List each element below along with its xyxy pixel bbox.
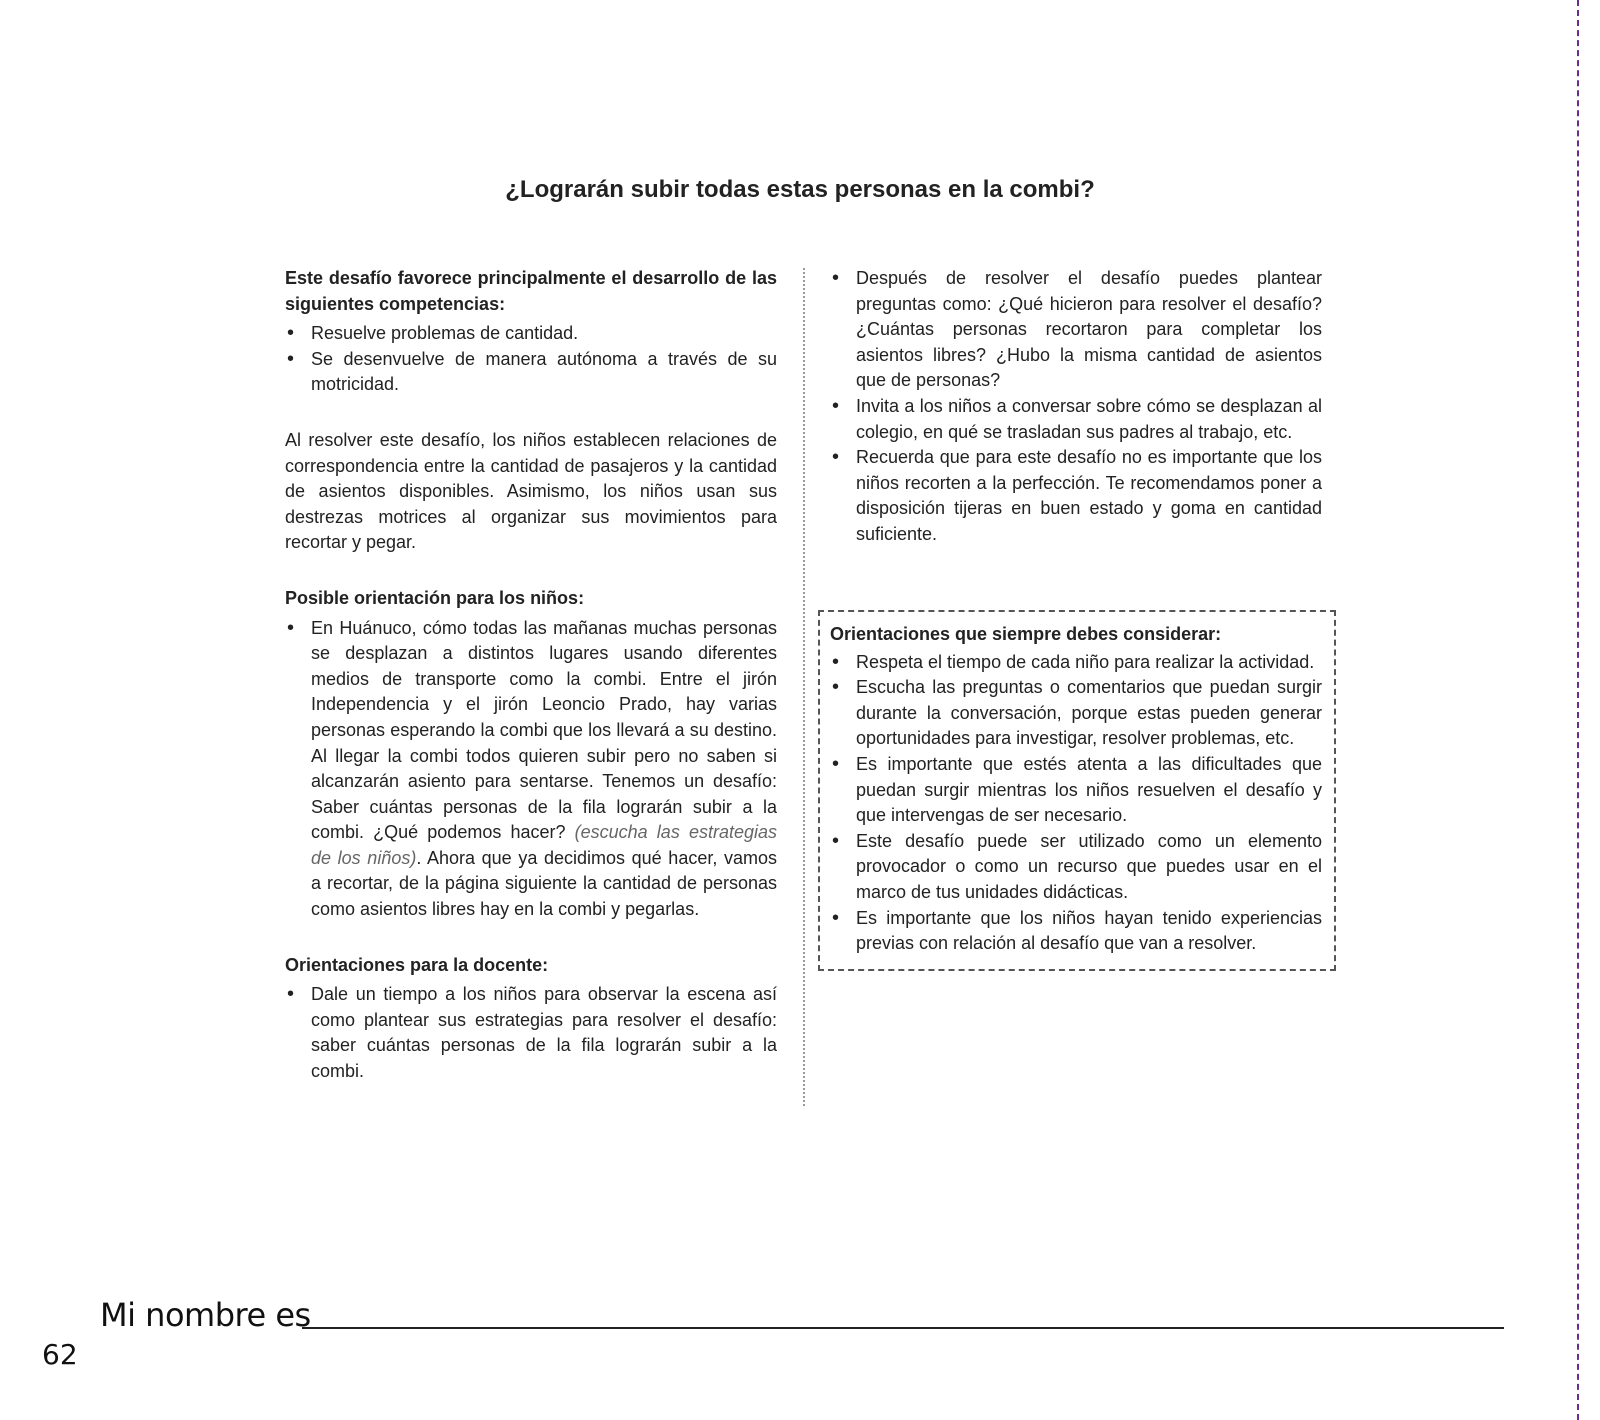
orientation-list bbox=[285, 616, 777, 923]
list-item: • Dale un tiempo a los niños para observar la escena así como plantear sus estrategias para resolver el desafío: saber cuántas personas de la fila lograrán subir a la combi. bbox=[285, 982, 777, 1084]
list-item: • Invita a los niños a conversar sobre cómo se desplazan al colegio, en qué se trasladan sus padres al trabajo, etc. bbox=[830, 394, 1322, 445]
teacher-list bbox=[285, 982, 777, 1084]
column-divider bbox=[803, 268, 805, 1106]
follow-up-list bbox=[830, 266, 1322, 548]
orientation-text: En Huánuco, cómo todas las mañanas muchas personas se desplazan a distintos lugares usando diferentes medios de transporte como la combi. Entre el jirón Independencia y el jirón Leoncio Prado, hay varias personas esperando la combi que los llevará a su destino. Al llegar la combi todos quieren subir pero no saben si alcanzarán asiento para sentarse. Tenemos un desafío: Saber cuántas personas de la fila lograrán subir a la combi. ¿Qué podemos hacer? bbox=[311, 617, 777, 843]
tips-list bbox=[830, 650, 1322, 957]
list-item: • Es importante que los niños hayan tenido experiencias previas con relación al desafío que van a resolver. bbox=[830, 906, 1322, 957]
competencies-list bbox=[285, 321, 777, 398]
tips-heading: Orientaciones que siempre debes considerar: bbox=[830, 624, 1222, 644]
page-title: ¿Lograrán subir todas estas personas en la combi? bbox=[505, 176, 1095, 203]
list-item: • Es importante que estés atenta a las dificultades que puedan surgir mientras los niños resuelven el desafío y que intervengas de ser necesario. bbox=[830, 752, 1322, 829]
competencies-heading: Este desafío favorece principalmente el desarrollo de las siguientes competencias: bbox=[285, 268, 777, 314]
list-item: • Respeta el tiempo de cada niño para realizar la actividad. bbox=[830, 650, 1322, 676]
name-write-line[interactable] bbox=[302, 1327, 1504, 1329]
page-number: 62 bbox=[42, 1338, 78, 1371]
list-item: • Este desafío puede ser utilizado como un elemento provocador o como un recurso que puedes usar en el marco de tus unidades didácticas. bbox=[830, 829, 1322, 906]
list-item bbox=[285, 616, 777, 923]
right-column bbox=[830, 266, 1322, 548]
orientation-text-continued: . Ahora que ya decidimos qué hacer, vamos a recortar, de la página siguiente la cantidad de personas como asientos libres hay en la combi y pegarlas. bbox=[311, 847, 777, 920]
name-label: Mi nombre es bbox=[100, 1296, 311, 1334]
list-item: • Resuelve problemas de cantidad. bbox=[285, 321, 777, 347]
list-item: • Escucha las preguntas o comentarios que puedan surgir durante la conversación, porque estas pueden generar oportunidades para investigar, resolver problemas, etc. bbox=[830, 675, 1322, 752]
list-item: • Recuerda que para este desafío no es importante que los niños recorten a la perfección. Te recomendamos poner a disposición tijeras en buen estado y goma en cantidad suficiente. bbox=[830, 445, 1322, 547]
orientation-italic-note: (escucha las estrategias de los niños) bbox=[311, 822, 777, 868]
tips-box bbox=[818, 610, 1336, 971]
orientation-heading: Posible orientación para los niños: bbox=[285, 587, 585, 608]
intro-paragraph: Al resolver este desafío, los niños establecen relaciones de correspondencia entre la cantidad de pasajeros y la cantidad de asientos disponibles. Asimismo, los niños usan sus destrezas motrices al organizar sus movimientos para recortar y pegar. bbox=[285, 429, 777, 553]
left-column bbox=[285, 266, 777, 1085]
list-item: • Después de resolver el desafío puedes plantear preguntas como: ¿Qué hicieron para resolver el desafío? ¿Cuántas personas recortaron para completar los asientos libres? ¿Hubo la misma cantidad de asientos que de personas? bbox=[830, 266, 1322, 394]
teacher-heading: Orientaciones para la docente: bbox=[285, 954, 549, 975]
list-item: • Se desenvuelve de manera autónoma a través de su motricidad. bbox=[285, 347, 777, 398]
cut-guide-dashed-line bbox=[1577, 0, 1579, 1420]
